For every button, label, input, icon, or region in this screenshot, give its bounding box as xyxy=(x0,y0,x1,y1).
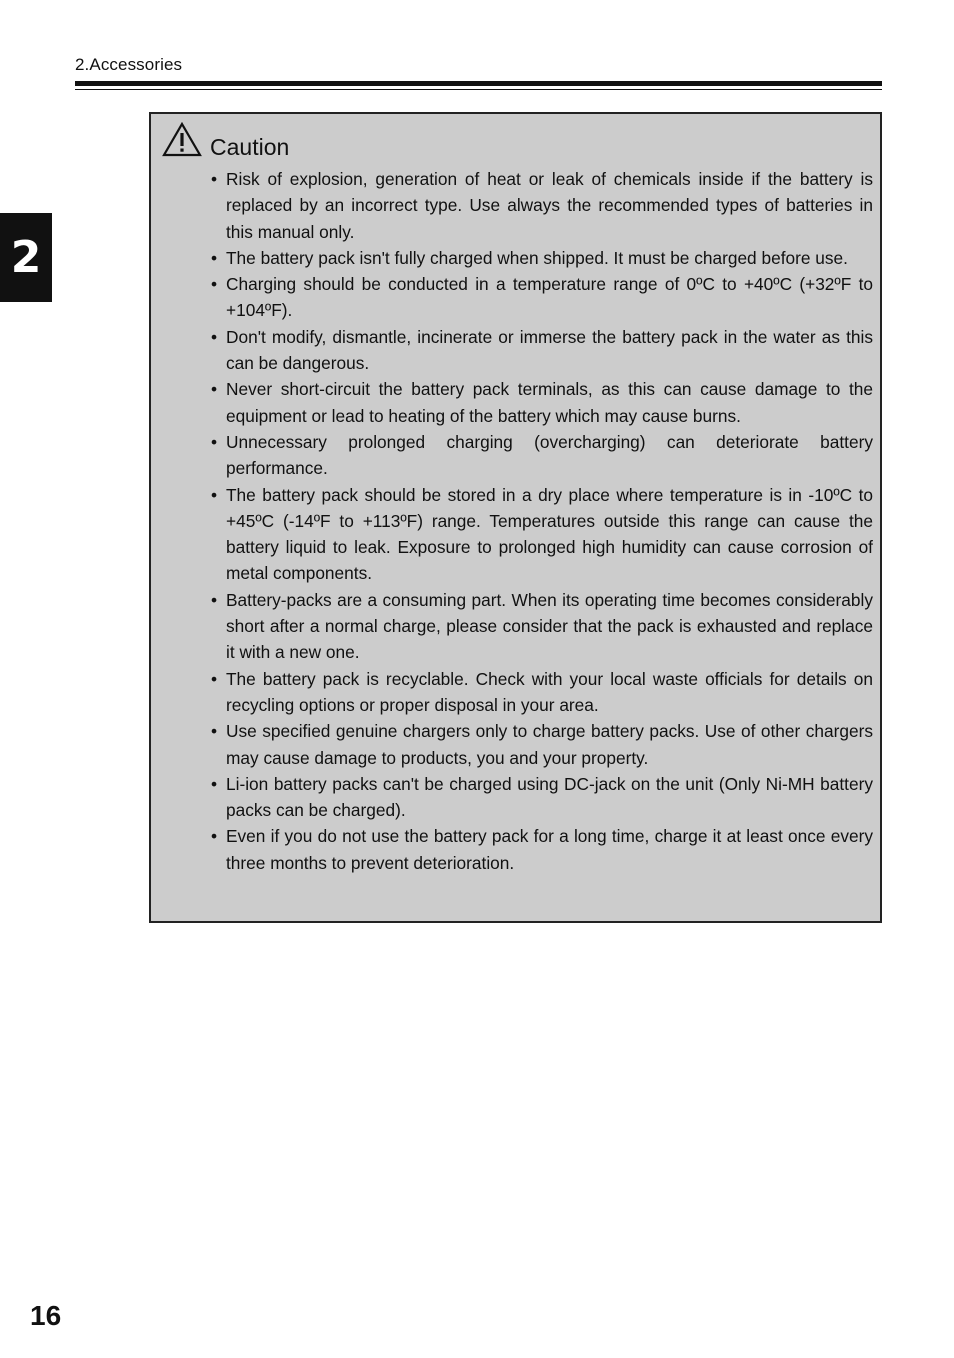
caution-title: Caution xyxy=(210,134,290,160)
page-number: 16 xyxy=(30,1300,62,1331)
caution-item: • Even if you do not use the battery pack for a long time, charge it at least once every three months to prevent deterioration. xyxy=(211,823,873,876)
caution-item: • The battery pack isn't fully charged when shipped. It must be charged before use. xyxy=(211,245,873,271)
warning-triangle-icon xyxy=(162,122,202,158)
caution-item: • Li-ion battery packs can't be charged using DC-jack on the unit (Only Ni-MH battery packs can be charged). xyxy=(211,771,873,824)
caution-item: • Never short-circuit the battery pack terminals, as this can cause damage to the equipment or lead to heating of the battery which may cause burns. xyxy=(211,376,873,429)
caution-item: • Don't modify, dismantle, incinerate or immerse the battery pack in the water as this can be dangerous. xyxy=(211,324,873,377)
caution-item: • The battery pack should be stored in a dry place where temperature is in -10ºC to +45ºC (-14ºF to +113ºF) range. Temperatures outside this range can cause the battery liquid to leak. Exposure to prolonged high humidity can cause corrosion of metal components. xyxy=(211,482,873,587)
header-rule-thick xyxy=(75,81,882,86)
section-header: 2.Accessories xyxy=(75,55,183,74)
caution-item: • Risk of explosion, generation of heat or leak of chemicals inside if the battery is replaced by an incorrect type. Use always the recommended types of batteries in this manual only. xyxy=(211,166,873,245)
header-rule-thin xyxy=(75,89,882,90)
caution-item: • Charging should be conducted in a temperature range of 0ºC to +40ºC (+32ºF to +104ºF). xyxy=(211,271,873,324)
caution-item: • Battery-packs are a consuming part. When its operating time becomes considerably short after a normal charge, please consider that the pack is exhausted and replace it with a new one. xyxy=(211,587,873,666)
caution-item: • The battery pack is recyclable. Check with your local waste officials for details on recycling options or proper disposal in your area. xyxy=(211,666,873,719)
caution-list xyxy=(211,166,873,876)
caution-item: • Use specified genuine chargers only to charge battery packs. Use of other chargers may cause damage to products, you and your property. xyxy=(211,718,873,771)
chapter-tab: 2 xyxy=(0,213,52,302)
caution-box xyxy=(149,112,882,923)
caution-item: • Unnecessary prolonged charging (overcharging) can deteriorate battery performance. xyxy=(211,429,873,482)
